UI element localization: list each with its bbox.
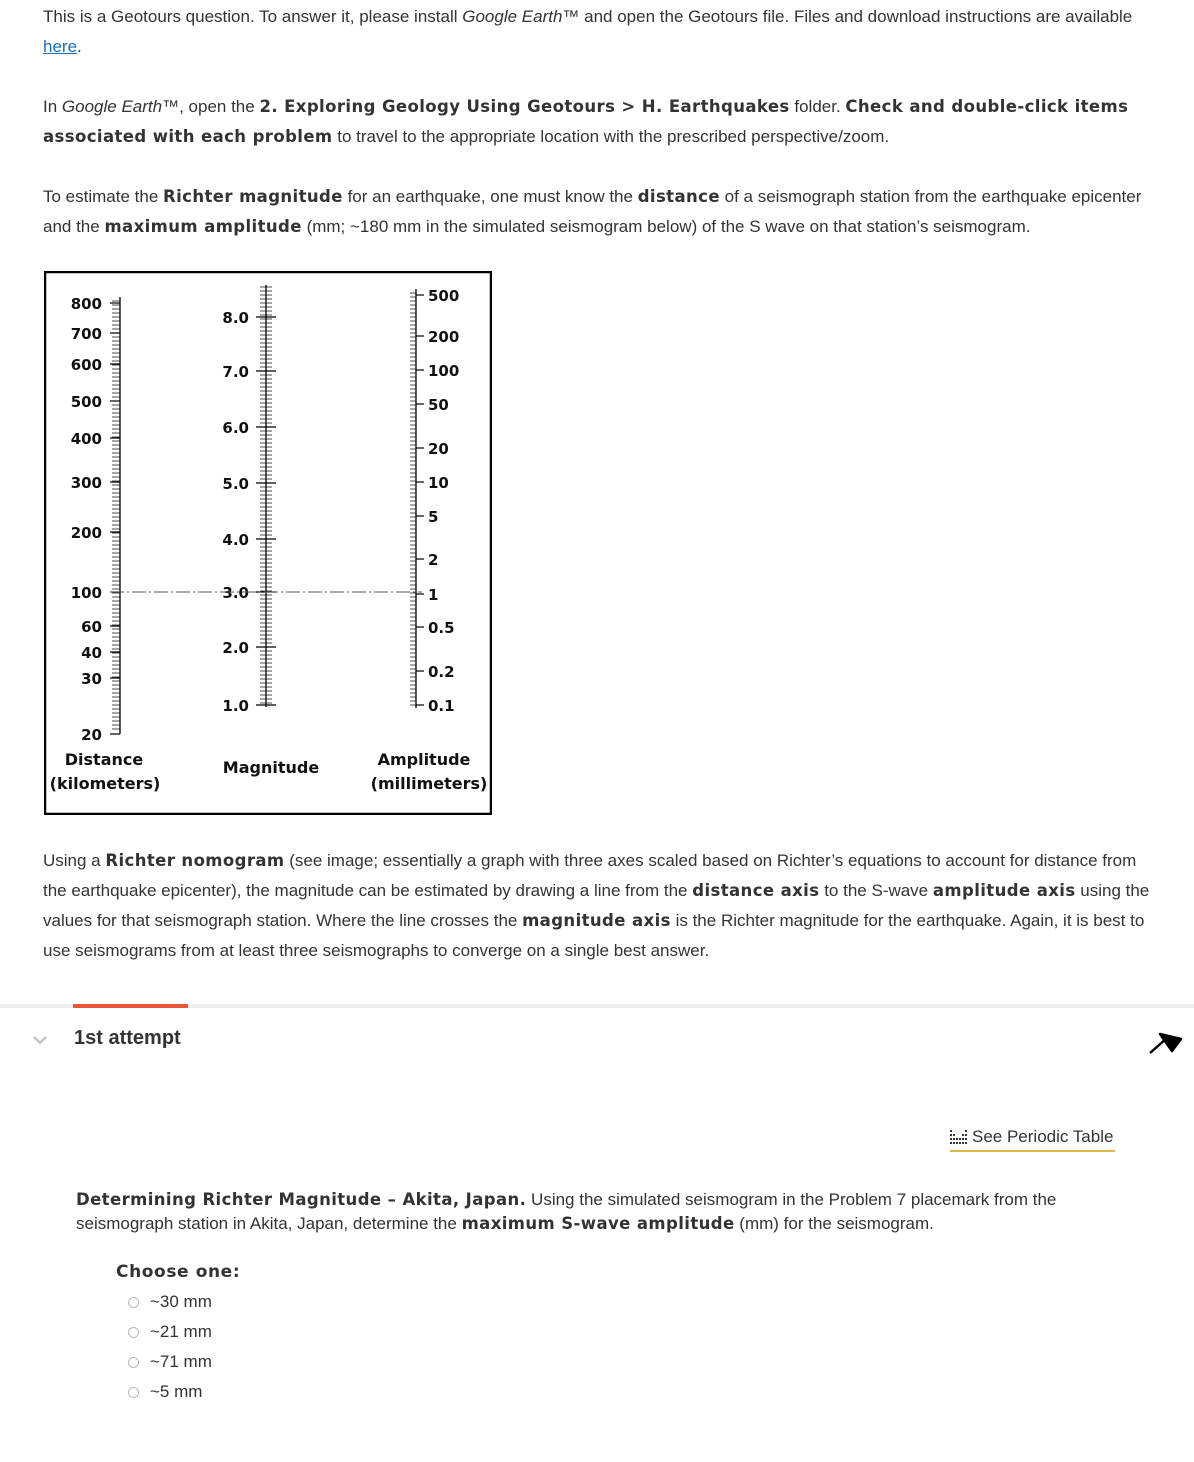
explain-text: using the values for that seismograph station. Where the line crosses the [43,881,1150,930]
chevron-down-icon[interactable] [32,1034,48,1046]
explain-text: to the S-wave [819,881,933,900]
instruction-emphasis: Check and double-click items associated with each problem [43,97,1129,146]
nomogram-explanation [43,846,1153,966]
amplitude-tick-label: 20 [428,440,449,458]
distance-tick-label: 200 [70,524,102,542]
radio-button[interactable] [128,1357,139,1368]
distance-tick-label: 40 [81,644,102,662]
amplitude-tick-label: 200 [428,328,460,346]
term-magnitude-axis: magnitude axis [522,911,671,930]
radio-button[interactable] [128,1387,139,1398]
radio-button[interactable] [128,1297,139,1308]
intro-text: for an earthquake, one must know the [342,187,638,206]
amplitude-axis-units: (millimeters) [370,774,488,793]
attempt-title[interactable]: 1st attempt [74,1027,181,1049]
amplitude-tick-label: 2 [428,551,439,569]
intro-text: ™, open the [162,97,260,116]
distance-tick-label: 100 [70,584,102,602]
question-title: Determining Richter Magnitude – Akita, Japan. [76,1190,527,1209]
question-body: Using the simulated seismogram in the Problem 7 placemark from the seismograph station in Akita, Japan, determine the [76,1190,1057,1233]
download-link[interactable]: here [43,37,78,56]
amplitude-tick-label: 50 [428,396,449,414]
amplitude-tick-label: 500 [428,287,460,305]
term-richter-nomogram: Richter nomogram [105,851,285,870]
question-body: (mm) for the seismogram. [734,1214,934,1233]
term-max-s-wave-amplitude: maximum S-wave amplitude [461,1214,735,1233]
periodic-table-icon [950,1129,968,1145]
amplitude-tick-label: 5 [428,508,439,526]
folder-path: 2. Exploring Geology Using Geotours > H. Earthquakes [259,97,790,116]
intro-paragraph-richter [43,182,1153,242]
intro-text: . [77,37,82,56]
distance-tick-label: 600 [70,356,102,374]
intro-text: folder. [789,97,846,116]
magnitude-tick-label: 7.0 [222,363,249,381]
term-richter-magnitude: Richter magnitude [163,187,343,206]
term-distance-axis: distance axis [692,881,820,900]
amplitude-tick-label: 0.1 [428,697,455,715]
magnitude-tick-label: 1.0 [222,697,249,715]
question-text [76,1188,1116,1236]
intro-text: (mm; ~180 mm in the simulated seismogram below) of the S wave on that station’s seismogram. [301,217,1031,236]
amplitude-tick-label: 100 [428,362,460,380]
answer-option-1[interactable] [128,1292,212,1312]
periodic-table-link[interactable] [950,1124,1115,1152]
attempt-tab-accent [73,1004,188,1008]
magnitude-tick-label: 2.0 [222,639,249,657]
periodic-table-label: See Periodic Table [972,1127,1114,1146]
intro-text: of a seismograph station from the earthquake epicenter and the [43,187,1142,236]
intro-text: To estimate the [43,187,164,206]
richter-nomogram [44,271,492,815]
intro-text: ™ and open the Geotours file. Files and download instructions are available [562,7,1133,26]
option-label: ~21 mm [150,1322,212,1341]
explain-text: Using a [43,851,106,870]
amplitude-axis-label: Amplitude [377,750,471,769]
answer-option-3[interactable] [128,1352,212,1372]
intro-paragraph-install [43,2,1153,62]
radio-button[interactable] [128,1327,139,1338]
term-amplitude-axis: amplitude axis [932,881,1076,900]
magnitude-axis-label: Magnitude [222,758,320,777]
amplitude-tick-label: 0.5 [428,619,455,637]
google-earth-name: Google Earth [61,97,163,116]
intro-text: This is a Geotours question. To answer it, please install [43,7,463,26]
magnitude-tick-label: 5.0 [222,475,249,493]
option-label: ~71 mm [150,1352,212,1371]
magnitude-tick-label: 8.0 [222,309,249,327]
distance-tick-label: 30 [81,670,102,688]
magnitude-tick-label: 6.0 [222,419,249,437]
distance-tick-label: 20 [81,726,102,744]
choose-one-label: Choose one: [116,1262,241,1282]
distance-axis-label: Distance [64,750,144,769]
answer-option-4[interactable] [128,1382,202,1402]
google-earth-name: Google Earth [462,7,563,26]
explain-text: (see image; essentially a graph with three axes scaled based on Richter’s equations to account for distance from the earthquake epicenter), the magnitude can be estimated by drawing a line from the [43,851,1137,900]
intro-text: In [43,97,62,116]
answer-option-2[interactable] [128,1322,212,1342]
term-maximum-amplitude: maximum amplitude [104,217,302,236]
intro-text: to travel to the appropriate location with the prescribed perspective/zoom. [332,127,890,146]
magnitude-tick-label: 3.0 [222,584,249,602]
pin-arrow-icon[interactable] [1147,1025,1183,1057]
amplitude-tick-label: 10 [428,474,449,492]
distance-tick-label: 300 [70,474,102,492]
magnitude-tick-label: 4.0 [222,531,249,549]
intro-paragraph-folder [43,92,1153,152]
distance-tick-label: 700 [70,325,102,343]
distance-tick-label: 60 [81,618,102,636]
amplitude-tick-label: 0.2 [428,663,455,681]
term-distance: distance [637,187,720,206]
distance-tick-label: 500 [70,393,102,411]
distance-tick-label: 800 [70,295,102,313]
amplitude-tick-label: 1 [428,586,439,604]
option-label: ~5 mm [150,1382,203,1401]
distance-axis-units: (kilometers) [49,774,161,793]
distance-tick-label: 400 [70,430,102,448]
explain-text: is the Richter magnitude for the earthquake. Again, it is best to use seismograms from at least three seismographs to converge on a single best answer. [43,911,1145,960]
option-label: ~30 mm [150,1292,212,1311]
